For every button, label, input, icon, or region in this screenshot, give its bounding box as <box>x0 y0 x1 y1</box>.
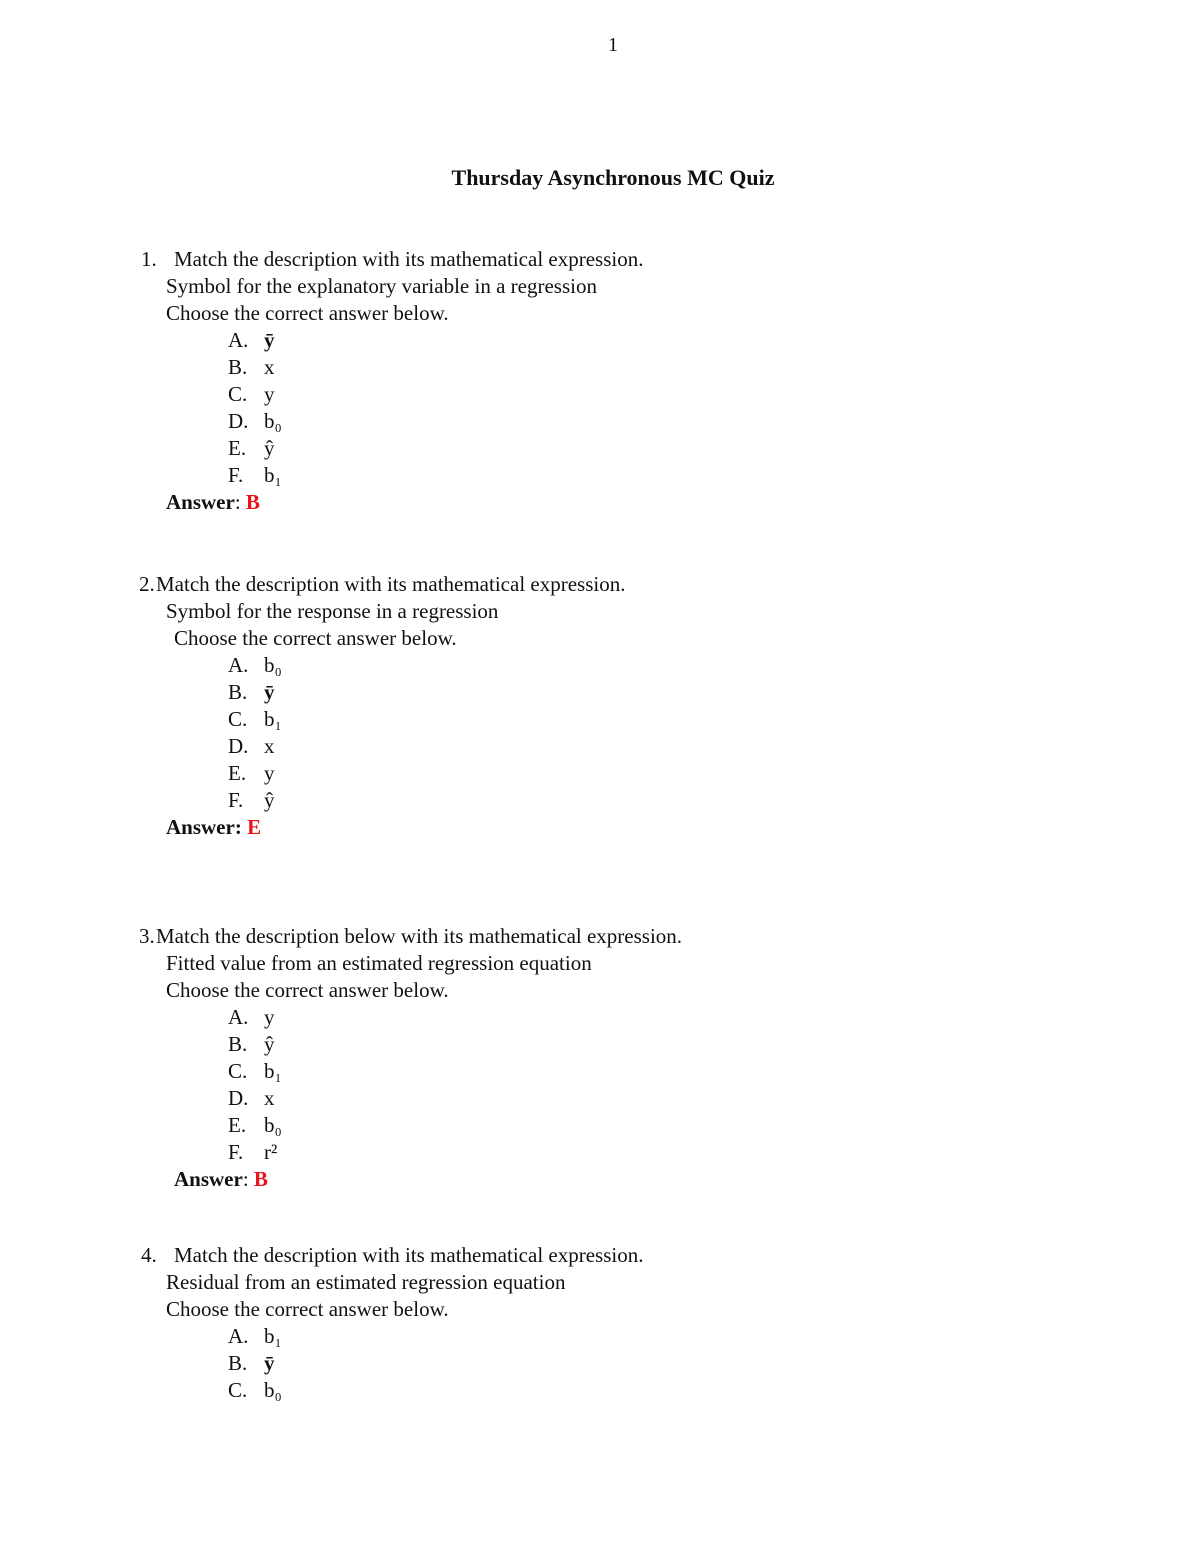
question-3-option-a[interactable] <box>228 1004 275 1031</box>
question-2-number: 2. <box>139 572 155 596</box>
answer-label: Answer <box>174 1167 243 1191</box>
option-letter: D. <box>228 734 249 758</box>
page-number: 1 <box>608 34 618 56</box>
option-letter: B. <box>228 355 248 379</box>
question-1-description: Symbol for the explanatory variable in a regression <box>166 274 597 298</box>
question-3-instruction: Choose the correct answer below. <box>166 978 449 1002</box>
question-1-option-c[interactable] <box>228 381 275 408</box>
option-letter: E. <box>228 436 247 460</box>
option-letter: B. <box>228 1351 248 1375</box>
option-symbol: ȳ <box>264 680 275 704</box>
option-letter: A. <box>228 1324 249 1348</box>
question-1-answer <box>166 489 260 516</box>
question-3-prompt: Match the description below with its mathematical expression. <box>156 924 683 948</box>
question-3-option-d[interactable] <box>228 1085 275 1112</box>
option-letter: C. <box>228 382 248 406</box>
option-letter: F. <box>228 788 244 812</box>
option-letter: F. <box>228 1140 244 1164</box>
question-4-description: Residual from an estimated regression equation <box>166 1270 566 1294</box>
question-3-number: 3. <box>139 924 155 948</box>
question-3-answer <box>174 1166 268 1193</box>
option-symbol: b₀ <box>264 409 282 433</box>
question-2-description: Symbol for the response in a regression <box>166 599 499 623</box>
option-symbol: y <box>264 761 275 785</box>
option-symbol: ŷ <box>264 788 275 812</box>
question-1-number: 1. <box>141 247 157 271</box>
question-2-option-f[interactable] <box>228 787 275 814</box>
answer-value: B <box>253 1167 268 1191</box>
answer-label: Answer <box>166 490 235 514</box>
question-2-option-d[interactable] <box>228 733 275 760</box>
question-3-description: Fitted value from an estimated regression equation <box>166 951 592 975</box>
option-letter: A. <box>228 1005 249 1029</box>
question-4-instruction: Choose the correct answer below. <box>166 1297 449 1321</box>
option-letter: E. <box>228 1113 247 1137</box>
option-letter: D. <box>228 1086 249 1110</box>
question-2-answer <box>166 814 261 841</box>
option-symbol: b₁ <box>264 1324 282 1348</box>
option-letter: B. <box>228 680 248 704</box>
option-symbol: x <box>264 1086 275 1110</box>
question-4-option-c[interactable] <box>228 1377 282 1404</box>
option-letter: C. <box>228 707 248 731</box>
question-4-option-b[interactable] <box>228 1350 275 1377</box>
option-symbol: b₁ <box>264 463 282 487</box>
option-symbol: x <box>264 734 275 758</box>
question-3-option-e[interactable] <box>228 1112 282 1139</box>
question-2-option-a[interactable] <box>228 652 282 679</box>
option-symbol: ŷ <box>264 1032 275 1056</box>
option-symbol: ȳ <box>264 1351 275 1375</box>
option-letter: D. <box>228 409 249 433</box>
question-2-instruction: Choose the correct answer below. <box>174 626 457 650</box>
option-symbol: b₀ <box>264 1378 282 1402</box>
question-1-prompt: Match the description with its mathematical expression. <box>174 247 644 271</box>
question-1-option-d[interactable] <box>228 408 282 435</box>
answer-separator: : <box>242 1167 254 1191</box>
option-letter: B. <box>228 1032 248 1056</box>
option-symbol: ŷ <box>264 436 275 460</box>
answer-separator: : <box>234 490 246 514</box>
option-letter: C. <box>228 1378 248 1402</box>
answer-label: Answer: <box>166 815 242 839</box>
question-2-option-e[interactable] <box>228 760 275 787</box>
option-symbol: b₁ <box>264 1059 282 1083</box>
option-letter: A. <box>228 653 249 677</box>
option-letter: C. <box>228 1059 248 1083</box>
option-symbol: b₀ <box>264 1113 282 1137</box>
option-symbol: y <box>264 1005 275 1029</box>
option-symbol: b₀ <box>264 653 282 677</box>
option-letter: F. <box>228 463 244 487</box>
question-1-instruction: Choose the correct answer below. <box>166 301 449 325</box>
option-symbol: r² <box>264 1140 278 1164</box>
answer-value: E <box>247 815 262 839</box>
option-symbol: b₁ <box>264 707 282 731</box>
option-letter: E. <box>228 761 247 785</box>
question-4-number: 4. <box>141 1243 157 1267</box>
question-4-option-a[interactable] <box>228 1323 282 1350</box>
question-1-option-b[interactable] <box>228 354 275 381</box>
question-3-option-b[interactable] <box>228 1031 275 1058</box>
option-symbol: y <box>264 382 275 406</box>
question-4-prompt: Match the description with its mathematical expression. <box>174 1243 644 1267</box>
question-1-option-f[interactable] <box>228 462 282 489</box>
question-1-option-a[interactable] <box>228 327 275 354</box>
question-3-option-f[interactable] <box>228 1139 277 1166</box>
answer-value: B <box>245 490 260 514</box>
question-2-prompt: Match the description with its mathematical expression. <box>156 572 626 596</box>
question-2-option-b[interactable] <box>228 679 275 706</box>
option-symbol: x <box>264 355 275 379</box>
option-symbol: ȳ <box>264 328 275 352</box>
question-3-option-c[interactable] <box>228 1058 282 1085</box>
question-2-option-c[interactable] <box>228 706 282 733</box>
option-letter: A. <box>228 328 249 352</box>
quiz-title: Thursday Asynchronous MC Quiz <box>451 165 775 190</box>
question-1-option-e[interactable] <box>228 435 275 462</box>
